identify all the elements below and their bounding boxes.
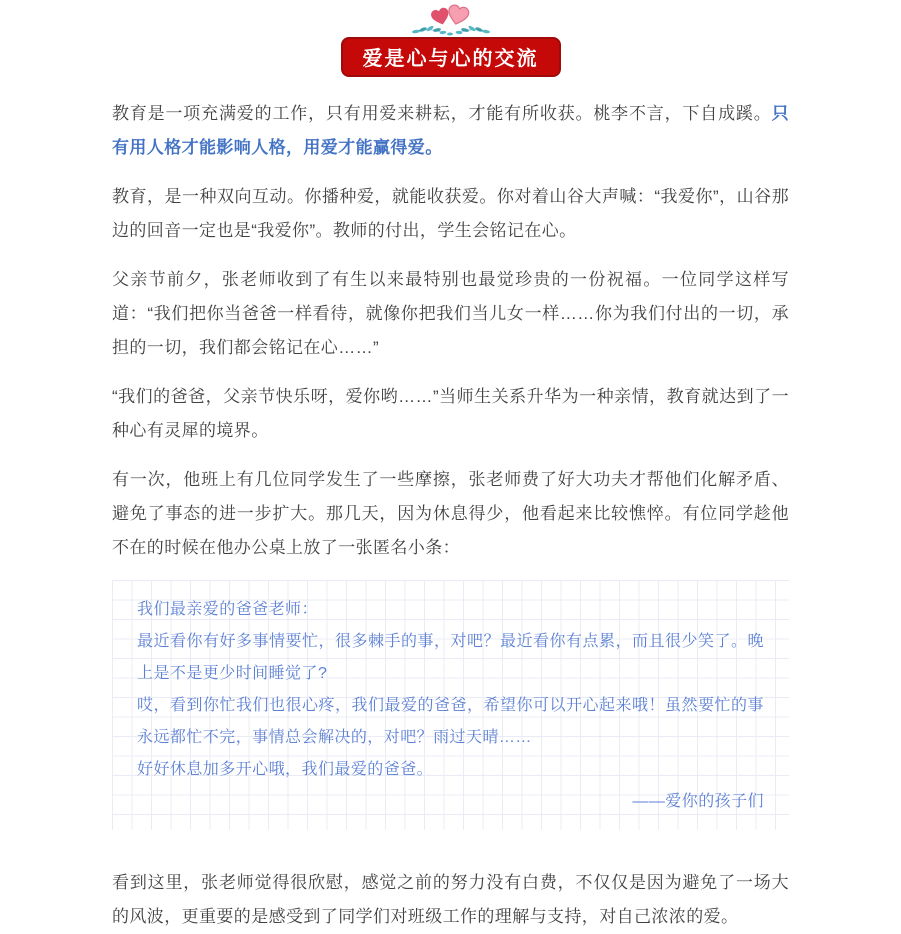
note-line-1: 我们最亲爱的爸爸老师： [137,601,318,618]
note-line-4: 好好休息加多开心哦，我们最爱的爸爸。 [137,761,434,778]
note-line-2: 最近看你有好多事情要忙，很多棘手的事，对吧？最近看你有点累，而且很少笑了。晚上是不是更少时间睡觉了? [137,633,764,682]
paragraph-1 [112,97,789,165]
note-signature: ——爱你的孩子们 [632,793,764,810]
hearts-decoration-icon [112,3,789,37]
paragraph-6: 看到这里，张老师觉得很欣慰，感觉之前的努力没有白费，不仅仅是因为避免了一场大的风波，更重要的是感受到了同学们对班级工作的理解与支持，对自己浓浓的爱。 [112,873,789,926]
article-body [112,97,789,934]
title-badge: 爱是心与心的交流 [341,37,561,77]
article-header [112,0,789,77]
paragraph-3: 父亲节前夕，张老师收到了有生以来最特别也最觉珍贵的一份祝福。一位同学这样写道：“我们把你当爸爸一样看待，就像你把我们当儿女一样……你为我们付出的一切，承担的一切，我们都会铭记在心……” [112,270,789,357]
paragraph-1-highlight: 只有用人格才能影响人格，用爱才能赢得爱。 [112,104,789,157]
article-page [112,0,789,934]
paragraph-5: 有一次，他班上有几位同学发生了一些摩擦，张老师费了好大功夫才帮他们化解矛盾、避免了事态的进一步扩大。那几天，因为休息得少，他看起来比较憔悴。有位同学趁他不在的时候在他办公桌上放了一张匿名小条： [112,470,789,557]
note-line-3: 哎，看到你忙我们也很心疼，我们最爱的爸爸，希望你可以开心起来哦！虽然要忙的事永远都忙不完，事情总会解决的，对吧？雨过天晴…… [137,697,764,746]
anonymous-note-card [112,580,789,830]
paragraph-4: “我们的爸爸，父亲节快乐呀，爱你哟……”当师生关系升华为一种亲情，教育就达到了一种心有灵犀的境界。 [112,387,789,440]
paragraph-2: 教育，是一种双向互动。你播种爱，就能收获爱。你对着山谷大声喊：“我爱你”，山谷那边的回音一定也是“我爱你”。教师的付出，学生会铭记在心。 [112,187,789,240]
paragraph-1-text: 教育是一项充满爱的工作，只有用爱来耕耘，才能有所收获。桃李不言，下自成蹊。 [112,104,772,123]
